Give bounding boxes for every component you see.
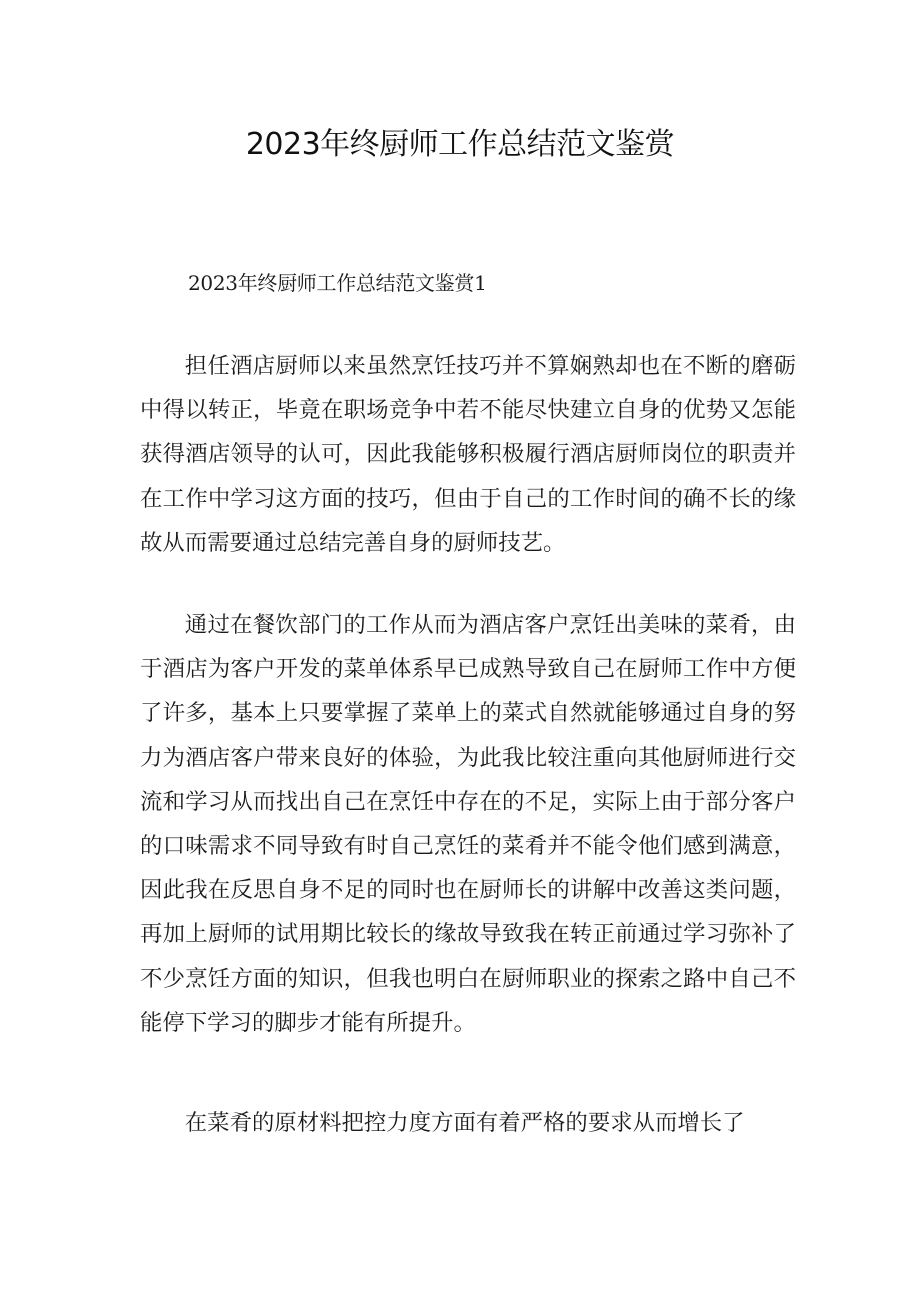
body-paragraph-3: 在菜肴的原材料把控力度方面有着严格的要求从而增长了 — [184, 1110, 745, 1136]
body-paragraph-2: 通过在餐饮部门的工作从而为酒店客户烹饪出美味的菜肴，由于酒店为客户开发的菜单体系早已成熟导致自己在厨师工作中方便了许多，基本上只要掌握了菜单上的菜式自然就能够通过自身的努力为酒店客户带来良好的体验，为此我比较注重向其他厨师进行交流和学习从而找出自己在烹饪中存在的不足，实际上由于部分客户的口味需求不同导致有时自己烹饪的菜肴并不能令他们感到满意，因此我在反思自身不足的同时也在厨师长的讲解中改善这类问题，再加上厨师的试用期比较长的缘故导致我在转正前通过学习弥补了不少烹饪方面的知识，但我也明白在厨师职业的探索之路中自己不能停下学习的脚步才能有所提升。 — [140, 612, 796, 1036]
document-title: 2023年终厨师工作总结范文鉴赏 — [245, 127, 675, 162]
body-paragraph-1: 担任酒店厨师以来虽然烹饪技巧并不算娴熟却也在不断的磨砺中得以转正，毕竟在职场竞争中若不能尽快建立自身的优势又怎能获得酒店领导的认可，因此我能够积极履行酒店厨师岗位的职责并在工作中学习这方面的技巧，但由于自己的工作时间的确不长的缘故从而需要通过总结完善自身的厨师技艺。 — [140, 353, 796, 556]
section-heading: 2023年终厨师工作总结范文鉴赏1 — [188, 271, 487, 295]
